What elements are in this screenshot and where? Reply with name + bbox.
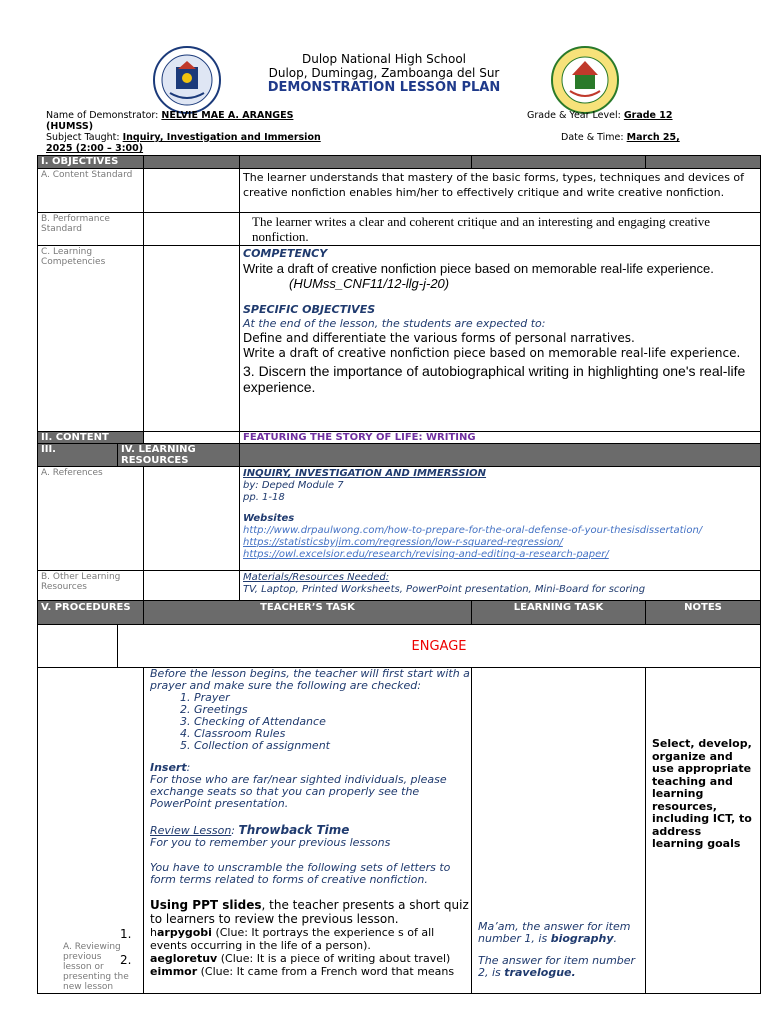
teacher-task-cell <box>120 667 472 994</box>
throwback-title: Throwback Time <box>238 823 350 837</box>
resources-header-row <box>38 444 761 467</box>
references-label: A. References <box>38 467 144 571</box>
quiz-item-1: 1. harpygobi (Clue: It portrays the experience s of all events occurring in the life of a person). <box>120 926 435 952</box>
book-pages: pp. 1-18 <box>243 492 285 503</box>
quiz-intro: Using PPT slides, the teacher presents a short quiz to learners to review the previous lesson. <box>150 898 469 926</box>
specific-objectives-heading: SPECIFIC OBJECTIVES <box>243 303 376 316</box>
competency-text: Write a draft of creative nonfiction piece based on memorable real-life experience. <box>243 261 714 276</box>
review-row <box>38 668 761 994</box>
checklist-item: 3. Checking of Attendance <box>194 716 471 728</box>
competency-code: (HUMss_CNF11/12-llg-j-20) <box>289 276 450 291</box>
references-cell <box>240 467 761 571</box>
competency-heading: COMPETENCY <box>243 247 328 260</box>
date-continued: 2025 (2:00 – 3:00) <box>46 143 144 154</box>
procedures-heading: V. PROCEDURES <box>38 601 144 625</box>
content-standard-row <box>38 169 761 213</box>
engage-label: ENGAGE <box>118 625 761 668</box>
learning-competencies-label: C. Learning Competencies <box>38 246 144 432</box>
objective-1: Define and differentiate the various forms of personal narratives. <box>243 331 635 345</box>
page-title: DEMONSTRATION LESSON PLAN <box>267 80 501 95</box>
unscramble-instructions: You have to unscramble the following sets of letters to form terms related to forms of creative nonfiction. <box>150 861 451 886</box>
date-row <box>561 132 680 143</box>
checklist-item: 2. Greetings <box>194 704 471 716</box>
checklist-item: 5. Collection of assignment <box>194 740 471 752</box>
website-link-1[interactable]: http://www.drpaulwong.com/how-to-prepare-for-the-oral-defense-of-your-thesisdissertation/ <box>243 525 703 536</box>
checklist-item: 4. Classroom Rules <box>194 728 471 740</box>
subject-row <box>46 132 321 143</box>
websites-heading: Websites <box>243 513 295 524</box>
review-label: A. Reviewing previous lesson or presenting the new lesson <box>63 942 129 992</box>
resources-heading-num: III. <box>38 444 118 467</box>
grade-label: Grade & Year Level: <box>527 110 621 121</box>
book-title: INQUIRY, INVESTIGATION AND IMMERSSION <box>243 468 487 479</box>
materials-heading: Materials/Resources Needed: <box>243 572 390 583</box>
competencies-cell <box>240 246 761 432</box>
quiz-item-3: eimmor (Clue: It came from a French word that means <box>150 965 455 978</box>
materials-cell <box>240 571 761 601</box>
materials-list: TV, Laptop, Printed Worksheets, PowerPoint presentation, Mini-Board for scoring <box>243 584 646 595</box>
content-standard-label: A. Content Standard <box>38 169 144 213</box>
review-heading-line: Review Lesson: Throwback Time <box>150 823 350 837</box>
subject-label: Subject Taught: <box>46 132 120 143</box>
answer-2: The answer for item number 2, is travelogue. <box>478 954 636 979</box>
insert-heading: Insert: <box>150 761 191 774</box>
website-link-3[interactable]: https://owl.excelsior.edu/research/revising-and-editing-a-research-paper/ <box>243 549 609 560</box>
resources-heading: IV. LEARNING RESOURCES <box>118 444 240 467</box>
engage-row <box>38 625 761 668</box>
intro-text: Before the lesson begins, the teacher will first start with a prayer and make sure the following are checked: <box>150 667 470 692</box>
performance-standard-text: The learner writes a clear and coherent critique and an interesting and engaging creative nonfiction. <box>240 213 761 246</box>
other-resources-row <box>38 571 761 601</box>
procedures-header-row <box>38 601 761 625</box>
insert-text: For those who are far/near sighted individuals, please exchange seats so that you can properly see the PowerPoint presentation. <box>150 773 447 810</box>
lesson-plan-table <box>37 155 761 994</box>
review-lesson-label: Review Lesson <box>150 824 232 837</box>
performance-standard-row <box>38 213 761 246</box>
review-subtitle: For you to remember your previous lessons <box>150 836 391 849</box>
content-title: FEATURING THE STORY OF LIFE: WRITING <box>240 432 761 444</box>
demonstrator-name: NELVIE MAE A. ARANGES <box>161 110 294 121</box>
grade-row <box>527 110 673 121</box>
objective-3: 3. Discern the importance of autobiographical writing in highlighting one's real-life experience. <box>243 363 746 395</box>
content-heading: II. CONTENT <box>38 432 144 444</box>
school-address: Dulop, Dumingag, Zamboanga del Sur <box>268 66 500 80</box>
subject-value: Inquiry, Investigation and Immersion <box>122 132 321 143</box>
strand: (HUMSS) <box>46 121 94 132</box>
specific-objectives-intro: At the end of the lesson, the students are expected to: <box>243 317 546 330</box>
other-resources-label: B. Other Learning Resources <box>38 571 144 601</box>
notes-heading: NOTES <box>646 601 761 625</box>
answer-1: Ma’am, the answer for item number 1, is biography. <box>478 920 631 945</box>
demonstrator-label: Name of Demonstrator: <box>46 110 159 121</box>
checklist <box>150 692 471 752</box>
performance-standard-label: B. Performance Standard <box>38 213 144 246</box>
competencies-row <box>38 246 761 432</box>
objective-2: Write a draft of creative nonfiction piece based on memorable real-life experience. <box>243 346 741 360</box>
demonstrator-row <box>46 110 293 121</box>
date-label: Date & Time: <box>561 132 624 143</box>
review-cell-label <box>38 668 144 994</box>
quiz-item-2: 2. aegloretuv (Clue: It is a piece of writing about travel) <box>120 952 451 967</box>
content-standard-text: The learner understands that mastery of the basic forms, types, techniques and devices of creative nonfiction enables him/her to effectively critique and write creative nonfiction. <box>240 169 761 213</box>
references-row <box>38 467 761 571</box>
school-name: Dulop National High School <box>301 52 466 66</box>
checklist-item: 1. Prayer <box>194 692 471 704</box>
content-row <box>38 432 761 444</box>
objectives-heading: I. OBJECTIVES <box>38 156 144 169</box>
teachers-task-heading: TEACHER’S TASK <box>144 601 472 625</box>
website-link-2[interactable]: https://statisticsbyjim.com/regression/low-r-squared-regression/ <box>243 537 563 548</box>
date-value: March 25, <box>626 132 680 143</box>
grade-value: Grade 12 <box>623 110 673 121</box>
book-author: by: Deped Module 7 <box>243 480 344 491</box>
learning-task-heading: LEARNING TASK <box>472 601 646 625</box>
objectives-header-row <box>38 156 761 169</box>
learning-task-cell <box>472 668 646 994</box>
notes-text: Select, develop, organize and use appropriate teaching and learning resources, including ICT, to address learning goals <box>646 668 761 994</box>
